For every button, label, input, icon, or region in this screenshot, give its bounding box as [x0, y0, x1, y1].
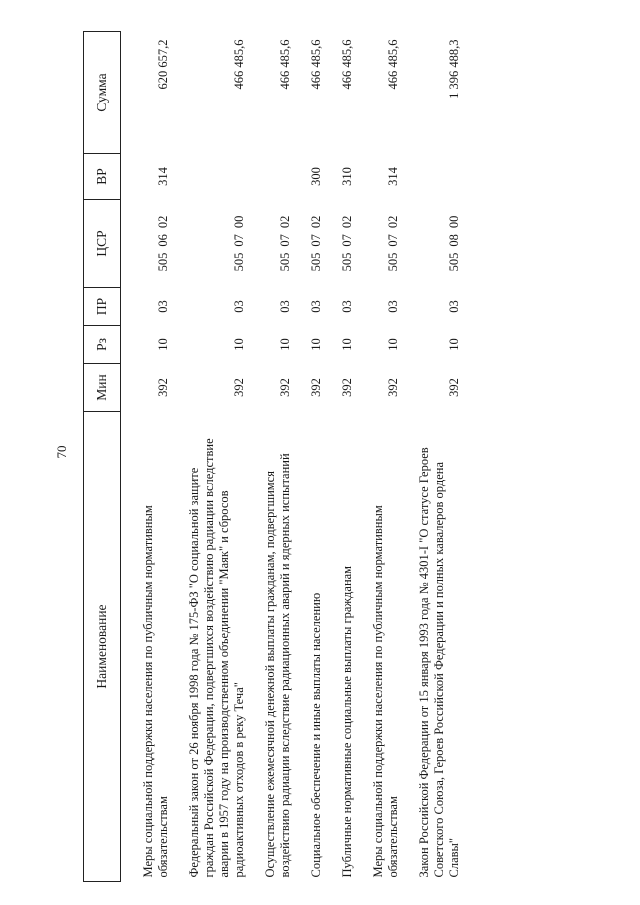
header-vr: ВР	[84, 154, 121, 200]
csr-part: 08	[447, 234, 461, 247]
cell-name: Федеральный закон от 26 ноября 1998 года № 175-ФЗ "О социальной защите граждан Российской Федерации, подвергшихся воздействию радиации вследствие аварии в 1957 году на производственном объединении "Маяк" и сбросов радиоактивных отходов в реку Теча"	[187, 438, 246, 878]
cell-rz: 10	[447, 338, 461, 351]
header-min: Мин	[84, 364, 121, 412]
csr-part: 02	[278, 215, 292, 229]
cell-vr	[247, 154, 293, 200]
csr-part: 02	[340, 215, 354, 229]
csr-part: 07	[232, 234, 246, 247]
table-row	[293, 32, 324, 882]
cell-vr: 310	[340, 167, 354, 186]
cell-rz: 10	[232, 338, 246, 351]
csr-part: 07	[309, 234, 323, 247]
rotated-table-container	[83, 32, 563, 882]
cell-rz: 10	[386, 338, 400, 351]
table-row	[121, 32, 172, 882]
cell-pr: 03	[340, 300, 354, 313]
cell-sum: 466 485,6	[278, 39, 292, 90]
csr-part: 00	[232, 215, 246, 229]
cell-vr	[401, 154, 462, 200]
cell-pr: 03	[156, 300, 170, 313]
table-header	[84, 32, 121, 882]
cell-csr	[121, 200, 172, 288]
cell-csr	[247, 200, 293, 288]
table-row	[355, 32, 401, 882]
csr-part: 07	[386, 234, 400, 247]
cell-sum: 466 485,6	[232, 39, 246, 90]
cell-sum: 1 396 488,3	[447, 39, 461, 99]
cell-pr: 03	[386, 300, 400, 313]
cell-vr	[171, 154, 247, 200]
csr-part: 505	[232, 252, 246, 272]
cell-min: 392	[278, 378, 292, 397]
cell-csr	[401, 200, 462, 288]
header-rz: Рз	[84, 326, 121, 364]
table-row	[171, 32, 247, 882]
cell-name: Осуществление ежемесячной денежной выплаты гражданам, подвергшимся воздействию радиации вследствие радиационных аварий и ядерных испытаний	[263, 453, 292, 878]
cell-sum: 466 485,6	[309, 39, 323, 90]
csr-part: 07	[340, 234, 354, 247]
csr-part: 07	[278, 234, 292, 247]
cell-sum: 620 657,2	[156, 39, 170, 90]
csr-part: 505	[278, 252, 292, 272]
table-row	[247, 32, 293, 882]
cell-vr: 314	[156, 167, 170, 186]
cell-rz: 10	[340, 338, 354, 351]
csr-part: 505	[386, 252, 400, 272]
cell-pr: 03	[309, 300, 323, 313]
csr-part: 02	[386, 215, 400, 229]
csr-part: 505	[447, 252, 461, 272]
cell-name: Закон Российской Федерации от 15 января 1993 года № 4301-I "О статусе Героев Советского Союза, Героев Российской Федерации и полных кавалеров ордена Славы"	[417, 447, 461, 878]
cell-pr: 03	[232, 300, 246, 313]
cell-rz: 10	[156, 338, 170, 351]
header-sum: Сумма	[84, 32, 121, 154]
csr-part: 505	[309, 252, 323, 272]
cell-min: 392	[340, 378, 354, 397]
cell-csr	[355, 200, 401, 288]
cell-csr	[171, 200, 247, 288]
csr-part: 06	[156, 234, 170, 247]
cell-vr: 314	[386, 167, 400, 186]
cell-name: Социальное обеспечение и иные выплаты населению	[309, 592, 323, 878]
csr-part: 505	[156, 252, 170, 272]
cell-pr: 03	[447, 300, 461, 313]
header-csr: ЦСР	[84, 200, 121, 288]
cell-rz: 10	[309, 338, 323, 351]
cell-name: Меры социальной поддержки населения по публичным нормативным обязательствам	[371, 505, 400, 878]
cell-min: 392	[447, 378, 461, 397]
cell-min: 392	[156, 378, 170, 397]
cell-csr	[324, 200, 355, 288]
cell-rz: 10	[278, 338, 292, 351]
header-row	[84, 32, 121, 882]
cell-min: 392	[309, 378, 323, 397]
cell-sum: 466 485,6	[386, 39, 400, 90]
cell-name: Публичные нормативные социальные выплаты гражданам	[340, 565, 354, 878]
table-row	[324, 32, 355, 882]
cell-name: Меры социальной поддержки населения по публичным нормативным обязательствам	[141, 505, 170, 878]
cell-sum: 466 485,6	[340, 39, 354, 90]
table-body	[121, 32, 463, 882]
budget-table	[83, 31, 462, 882]
header-pr: ПР	[84, 288, 121, 326]
csr-part: 02	[309, 215, 323, 229]
cell-min: 392	[386, 378, 400, 397]
csr-part: 00	[447, 215, 461, 229]
header-name: Наименование	[84, 412, 121, 882]
cell-vr: 300	[309, 167, 323, 186]
cell-csr	[293, 200, 324, 288]
table-row	[401, 32, 462, 882]
csr-part: 02	[156, 215, 170, 229]
cell-min: 392	[232, 378, 246, 397]
csr-part: 505	[340, 252, 354, 272]
page-number: 70	[54, 445, 69, 459]
cell-pr: 03	[278, 300, 292, 313]
